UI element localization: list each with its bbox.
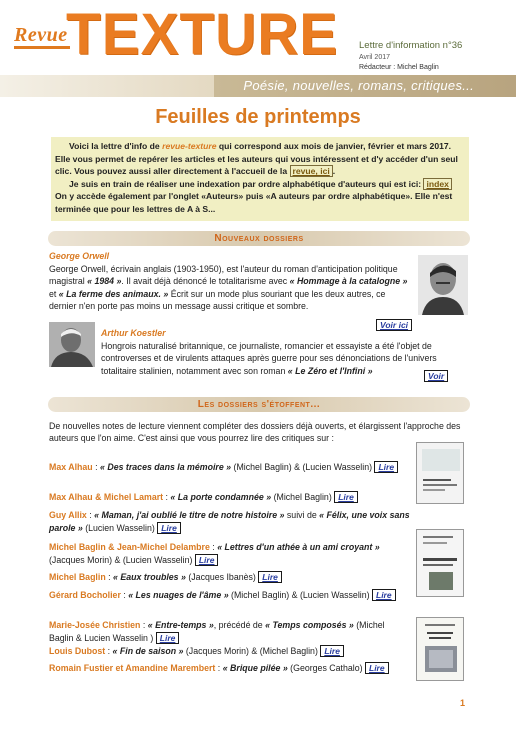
texture-logo-text: TEXTURE bbox=[66, 2, 339, 67]
section-dossiers-etoffent: Les dossiers s'étoffent... bbox=[48, 397, 470, 412]
tagline-bar bbox=[214, 75, 516, 97]
koestler-name: Arthur Koestler bbox=[101, 328, 166, 338]
entry-baglin-delambre: Michel Baglin & Jean-Michel Delambre : « Lettres d'un athée à un ami croyant » (Jacques Morin) & (Lucien Wasselin) Lire bbox=[49, 542, 380, 565]
lire-link[interactable]: Lire bbox=[374, 461, 398, 473]
intro-paragraph-1: Voici la lettre d'info de revue-texture qui correspond aux mois de janvier, février et mars 2017. Elle vous permet de repérer les articles et les auteurs qui vous intéressent et d'y accéder d'un seul clic. Vous pouvez aussi aller directement à l'accueil de la revue, ici . bbox=[55, 141, 458, 176]
entry-alhau-lamart: Max Alhau & Michel Lamart : « La porte condamnée » (Michel Baglin) Lire bbox=[49, 491, 411, 504]
entry-allix: Guy Allix : « Maman, j'ai oublié le titre de notre histoire » suivi de « Félix, une voix sans parole » (Lucien Wasselin) Lire bbox=[49, 510, 410, 533]
koestler-link-wrapper bbox=[424, 366, 448, 384]
editor-credit: Rédacteur : Michel Baglin bbox=[359, 64, 439, 71]
orwell-text: George Orwell, écrivain anglais (1903-1950), est l'auteur du roman d'anticipation politique magistral « 1984 ». Il avait déjà dénoncé le totalitarisme avec « Hommage à la catalogne » et « La ferme des animaux. » Écrit sur un mode plus souriant que les deux autres, ce dernier n'en porte pas moins un message aussi critique et sombre. bbox=[49, 264, 408, 312]
koestler-photo bbox=[49, 322, 95, 367]
entry-alhau: Max Alhau : « Des traces dans la mémoire » (Michel Baglin) & (Lucien Wasselin) Lire bbox=[49, 461, 411, 474]
lire-link[interactable]: Lire bbox=[334, 491, 358, 503]
lire-link[interactable]: Lire bbox=[365, 662, 389, 674]
lire-link[interactable]: Lire bbox=[372, 589, 396, 601]
newsletter-date: Avril 2017 bbox=[359, 54, 391, 61]
lire-link[interactable]: Lire bbox=[320, 645, 344, 657]
lire-link[interactable]: Lire bbox=[195, 554, 219, 566]
masthead bbox=[0, 0, 516, 100]
newsletter-number: Lettre d'information n°36 bbox=[359, 40, 463, 51]
book-cover-2 bbox=[416, 529, 464, 597]
orwell-link-wrapper bbox=[376, 315, 412, 333]
lire-link[interactable]: Lire bbox=[156, 632, 180, 644]
lire-link[interactable]: Lire bbox=[258, 571, 282, 583]
section2-intro: De nouvelles notes de lecture viennent compléter des dossiers déjà ouverts, et élargissent l'approche des auteurs que l'on aime. C'est ainsi que vous pourrez lire des critiques sur : bbox=[49, 421, 461, 444]
intro-box bbox=[51, 137, 469, 221]
book-cover-3 bbox=[416, 617, 464, 681]
index-link[interactable]: index bbox=[423, 178, 451, 190]
entry-fustier-marembert: Romain Fustier et Amandine Marembert : « Brique pilée » (Georges Cathalo) Lire bbox=[49, 662, 411, 675]
orwell-photo bbox=[418, 255, 468, 315]
koestler-text: Hongrois naturalisé britannique, ce journaliste, romancier et essayiste a été l'objet de controverses et de virulents attaques après guerre pour ses dénonciations de l'univers totalitaire stalinien, notamment avec son roman « Le Zéro et l'Infini » bbox=[101, 341, 437, 376]
orwell-voir-link[interactable]: Voir ici bbox=[376, 319, 412, 331]
entry-baglin: Michel Baglin : « Eaux troubles » (Jacques Ibanès) Lire bbox=[49, 571, 411, 584]
page-number: 1 bbox=[460, 698, 466, 708]
koestler-voir-link[interactable]: Voir bbox=[424, 370, 448, 382]
revue-logo-underline bbox=[14, 46, 70, 49]
entry-dubost: Louis Dubost : « Fin de saison » (Jacques Morin) & (Michel Baglin) Lire bbox=[49, 645, 411, 658]
lire-link[interactable]: Lire bbox=[157, 522, 181, 534]
header-band-left bbox=[0, 75, 214, 97]
entry-bocholier: Gérard Bocholier : « Les nuages de l'âme » (Michel Baglin) & (Lucien Wasselin) Lire bbox=[49, 589, 411, 602]
tagline: Poésie, nouvelles, romans, critiques... bbox=[243, 78, 474, 93]
orwell-name: George Orwell bbox=[49, 251, 110, 261]
revue-logo-text: Revue bbox=[14, 24, 68, 46]
entry-christien: Marie-Josée Christien : « Entre-temps », précédé de « Temps composés » (Michel Baglin & Lucien Wasselin ) Lire bbox=[49, 620, 385, 643]
site-name: revue-texture bbox=[162, 141, 217, 151]
page-title: Feuilles de printemps bbox=[155, 106, 361, 128]
intro-paragraph-2: Je suis en train de réaliser une indexation par ordre alphabétique d'auteurs qui est ici: index On y accède également par l'onglet «Auteurs» puis «A auteurs par ordre alphabétique». Elle n'est terminée que pour les lettres de A à S... bbox=[55, 178, 453, 214]
section-new-dossiers: Nouveaux dossiers bbox=[48, 231, 470, 246]
home-link[interactable]: revue, ici bbox=[290, 165, 333, 177]
book-cover-1 bbox=[416, 442, 464, 504]
